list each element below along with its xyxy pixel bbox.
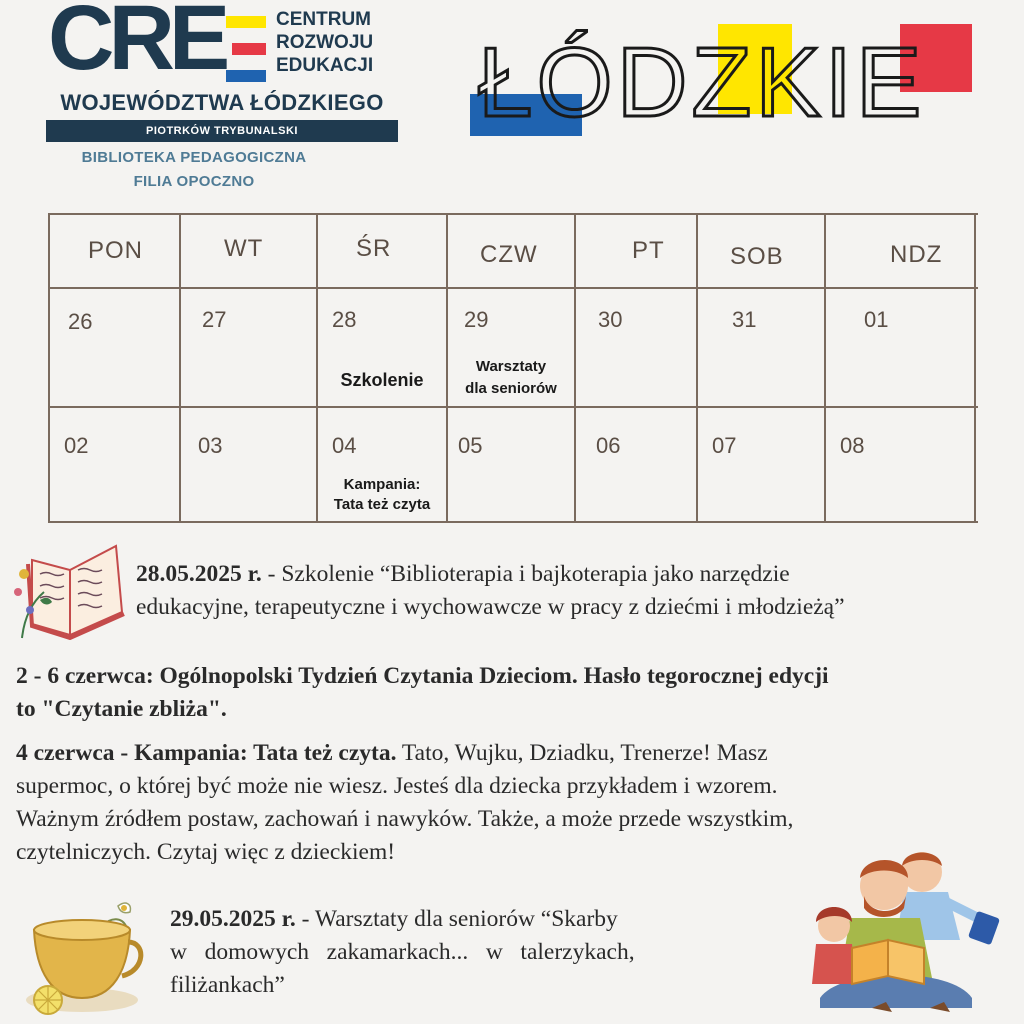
lodzkie-logo: [468, 20, 978, 138]
library-name: BIBLIOTEKA PEDAGOGICZNA FILIA OPOCZNO: [81, 149, 307, 190]
date-cell: 28: [332, 307, 357, 332]
day-header-sun: NDZ: [890, 241, 943, 268]
date-cell: 01: [864, 307, 889, 332]
day-header-sat: SOB: [730, 243, 784, 270]
calendar-event-training: Szkolenie: [340, 370, 424, 390]
day-header-tue: WT: [224, 235, 264, 262]
cre-region: WOJEWÓDZTWA ŁÓDZKIEGO: [60, 90, 384, 115]
date-cell: 05: [458, 433, 483, 458]
event-senior-workshop-description: 29.05.2025 r. - Warsztaty dla seniorów “Skarby w domowych zakamarkach... w talerzykach, filiżankach”: [170, 906, 635, 998]
date-cell: 29: [464, 307, 489, 332]
cre-logo-color-bars: [220, 16, 266, 82]
date-cell: 27: [202, 307, 227, 332]
day-header-fri: PT: [632, 237, 665, 264]
date-cell: 04: [332, 433, 357, 458]
date-cell: 07: [712, 433, 737, 458]
cre-city: PIOTRKÓW TRYBUNALSKI: [46, 120, 398, 142]
day-header-wed: ŚR: [356, 235, 392, 262]
cre-logo: [44, 0, 400, 140]
date-cell: 26: [68, 309, 93, 334]
reading-week-notice: 2 - 6 czerwca: Ogólnopolski Tydzień Czytania Dzieciom. Hasło tegorocznej edycji to "Czytanie zbliża".: [16, 663, 829, 722]
date-cell: 30: [598, 307, 623, 332]
lodzkie-wordmark: ŁÓDZKIE: [478, 27, 926, 137]
day-header-thu: CZW: [480, 241, 538, 268]
event-date: 29.05.2025 r.: [170, 906, 296, 932]
date-cell: 02: [64, 433, 89, 458]
father-reading-to-children-illustration: [800, 848, 1004, 1018]
date-cell: 03: [198, 433, 223, 458]
calendar-event-senior-workshop: Warsztaty dla seniorów: [465, 358, 557, 397]
day-header-mon: PON: [88, 237, 144, 264]
event-training-description: 28.05.2025 r. - Szkolenie “Biblioterapia i bajkoterapia jako narzędzie edukacyjne, terapeutyczne i wychowawcze w pracy z dziećmi i młodzieżą”: [136, 561, 845, 620]
campaign-description: 4 czerwca - Kampania: Tata też czyta. Tato, Wujku, Dziadku, Trenerze! Masz supermoc, o której być może nie wiesz. Jesteś dla dziecka przykładem i wzorem. Ważnym źródłem postaw, zachowań i nawyków. Także, a może przede wszystkim, czytelniczych. Czytaj więc z dzieckiem!: [16, 740, 794, 865]
event-date: 28.05.2025 r.: [136, 561, 262, 587]
date-cell: 06: [596, 433, 621, 458]
date-cell: 08: [840, 433, 865, 458]
campaign-title: 4 czerwca - Kampania: Tata też czyta.: [16, 740, 397, 766]
calendar-grid: [48, 213, 976, 523]
cre-logo-letters: CRE: [48, 0, 225, 89]
open-book-icon: [10, 540, 128, 640]
calendar-event-campaign: Kampania: Tata też czyta: [333, 476, 431, 513]
date-cell: 31: [732, 307, 757, 332]
tea-cup-icon: [22, 896, 150, 1018]
cre-logo-words: CENTRUM ROZWOJU EDUKACJI: [276, 9, 374, 76]
